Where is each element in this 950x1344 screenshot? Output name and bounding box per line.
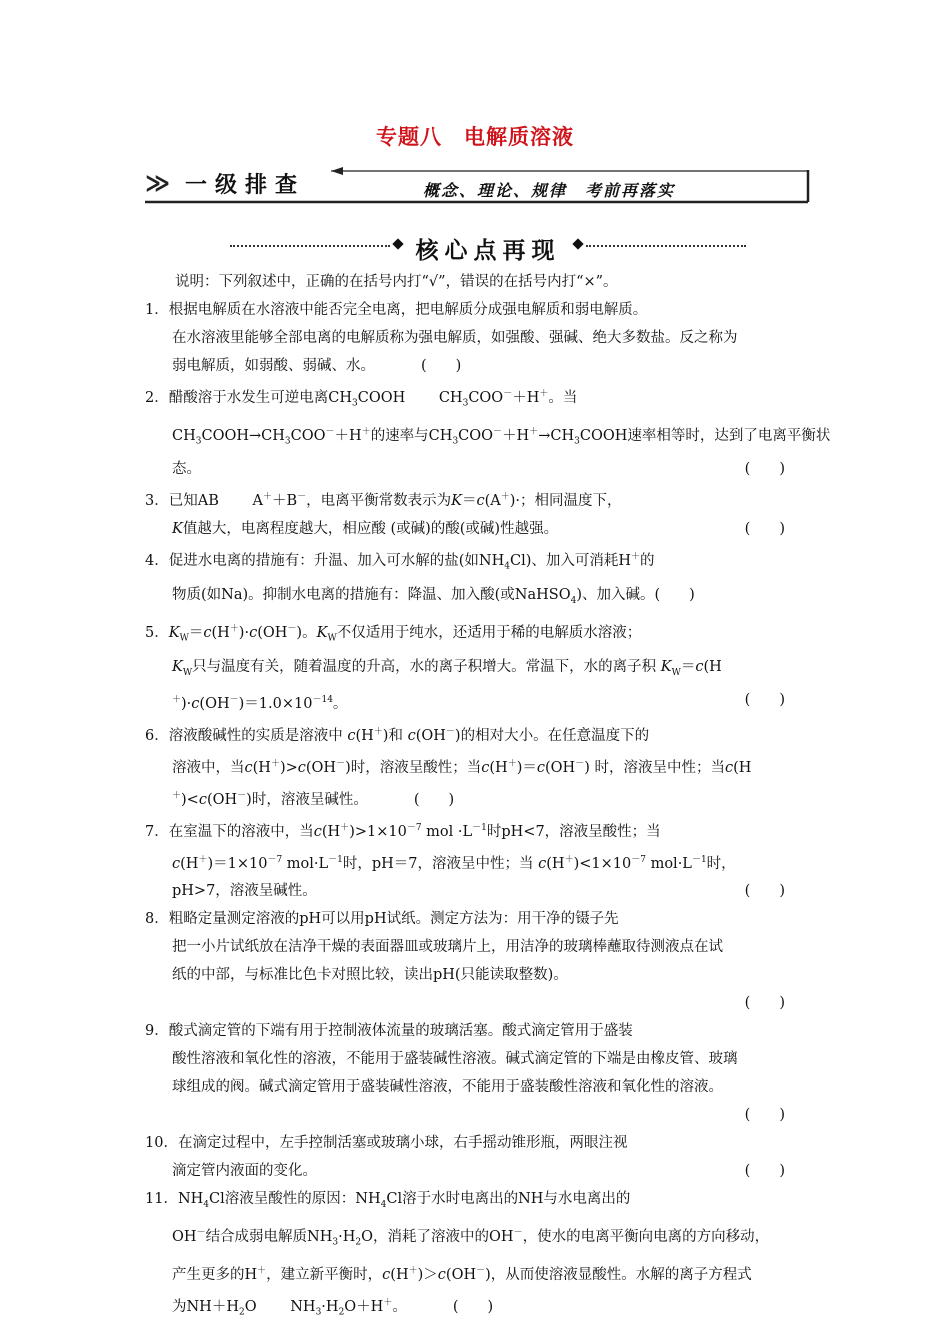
left-dotted-rule (230, 245, 390, 247)
diamond-icon (572, 238, 583, 249)
list-item: 10．在滴定过程中，左手控制活塞或玻璃小球，右手摇动锥形瓶，两眼注视 滴定管内液面的变化。 ( ) (145, 1129, 815, 1185)
instructions: 说明：下列叙述中，正确的在括号内打“√”，错误的在括号内打“×”。 (175, 274, 618, 290)
answer-bracket[interactable]: ( ) (744, 1107, 785, 1124)
list-item: 4．促进水电离的措施有：升温、加入可水解的盐(如$NH_4Cl$)、加入可消耗H＋的 物质(如Na)。抑制水电离的措施有：降温、加入酸(或NaHSO$_4$)、加入碱。( ) (145, 552, 695, 606)
answer-bracket[interactable]: ( ) (744, 1163, 785, 1180)
list-item: 9．酸式滴定管的下端有用于控制液体流量的玻璃活塞。酸式滴定管用于盛装 酸性溶液和氧化性的溶液，不能用于盛装碱性溶液。碱式滴定管的下端是由橡皮管、玻璃 球组成的阀。碱式滴定管用于盛装碱性溶液，不能用于盛装酸性溶液和氧化性的溶液。 ( ) (145, 1017, 815, 1129)
answer-bracket[interactable]: ( ) (744, 521, 785, 538)
diamond-icon (392, 238, 403, 249)
item-number: 5． (145, 624, 169, 641)
banner-subtitle: 概念、理论、规律 考前再落实 (423, 181, 676, 200)
list-item: 11．$NH_4Cl$溶液呈酸性的原因：$NH_4Cl$溶于水时电离出的NH与水电离出的 OH－结合成弱电解质$NH_3\cdot H_2O$，消耗了溶液中的OH－，使水的电离平衡向电离的方向移动， 产生更多的H＋，建立新平衡时，c(H＋)＞c(OH－)，从而使溶液显酸性。水解的离子方程式 为$NH+H_2O$ $NH_3\cdot H_2O+H^+$。 ( ) (145, 1191, 770, 1318)
answer-bracket[interactable]: ( ) (654, 586, 695, 603)
chevrons-icon: ≫ (145, 169, 165, 197)
item-number: 7． (145, 823, 169, 840)
answer-bracket[interactable]: ( ) (744, 995, 785, 1012)
banner-label: 一级排查 (185, 173, 306, 198)
page-title: 专题八 电解质溶液 (376, 125, 574, 149)
item-number: 2． (145, 389, 169, 406)
answer-bracket[interactable]: ( ) (452, 1298, 494, 1315)
item-number: 4． (145, 553, 169, 570)
section-title: 核心点再现 (415, 238, 561, 264)
section-heading (230, 232, 746, 262)
answer-bracket[interactable]: ( ) (413, 791, 455, 808)
item-number: 8． (145, 911, 169, 928)
list-item: 3．已知AB A＋＋B－，电离平衡常数表示为K＝c(A＋)·；相同温度下， K值越大，电离程度越大，相应酸 (或碱)的酸(或碱)性越强。 ( ) (145, 483, 815, 543)
item-number: 9． (145, 1023, 169, 1040)
list-item: 6．溶液酸碱性的实质是溶液中 c(H＋)和 c(OH－)的相对大小。在任意温度下的 溶液中，当c(H＋)>c(OH－)时，溶液呈酸性；当c(H＋)＝c(OH－) 时，溶液呈中性；当c(H ＋)<c(OH－)时，溶液呈碱性。 ( ) (145, 727, 752, 808)
list-item: 7．在室温下的溶液中，当$c(H^+)>1\times 10^{-7}$ mol $\cdot L^{-1}$时pH<7，溶液呈酸性；当 $c(H^+)=1\times 10^{-7}$ $mol\cdot L^{-1}$时，pH＝7，溶液呈中性；当 $c(H^+)<1\times 10^{-7}$ $mol\cdot L^{-1}$时， pH>7，溶液呈碱性。 ( ) (145, 814, 815, 906)
list-item: 8．粗略定量测定溶液的pH可以用pH试纸。测定方法为：用干净的镊子先 把一小片试纸放在洁净干燥的表面器皿或玻璃片上，用洁净的玻璃棒蘸取待测液点在试 纸的中部，与标准比色卡对照比较，读出pH(只能读取整数)。 ( ) (145, 905, 815, 1017)
item-number: 11． (145, 1191, 178, 1208)
list-item: 1．根据电解质在水溶液中能否完全电离，把电解质分成强电解质和弱电解质。 在水溶液里能够全部电离的电解质称为强电解质，如强酸、强碱、绝大多数盐。反之称为 弱电解质，如弱酸、弱碱、水。 ( ) (145, 302, 738, 374)
section-banner (145, 166, 810, 206)
item-number: 3． (145, 493, 169, 510)
list-item: 2．醋酸溶于水发生可逆电离$CH_3COOH$ $CH_3COO^-+H^+$。当 $CH_3COOH\to CH_3COO^-+H^+$的速率与$CH_3COO^-+H^+\to CH_3COOH$速率相等时，达到了电离平衡状 态。 ( ) (145, 380, 815, 483)
answer-bracket[interactable]: ( ) (421, 358, 462, 374)
question-list (145, 268, 831, 1327)
right-dotted-rule (586, 245, 746, 247)
item-number: 10． (145, 1135, 178, 1152)
item-number: 6． (145, 728, 169, 745)
answer-bracket[interactable]: ( ) (744, 883, 785, 900)
item-number: 1． (145, 302, 169, 318)
answer-bracket[interactable]: ( ) (744, 692, 785, 709)
list-item: 5．$K_W=c(H^+)\cdot c(OH^-)$。$K_W$不仅适用于纯水，还适用于稀的电解质水溶液； $K_W$只与温度有关，随着温度的升高，水的离子积增大。常温下，水的离子积 $K_W=c(H$ $^+)\cdot c(OH^-)=1.0\times 10^{-14}$。 ( ) (145, 615, 815, 718)
answer-bracket[interactable]: ( ) (744, 461, 785, 478)
